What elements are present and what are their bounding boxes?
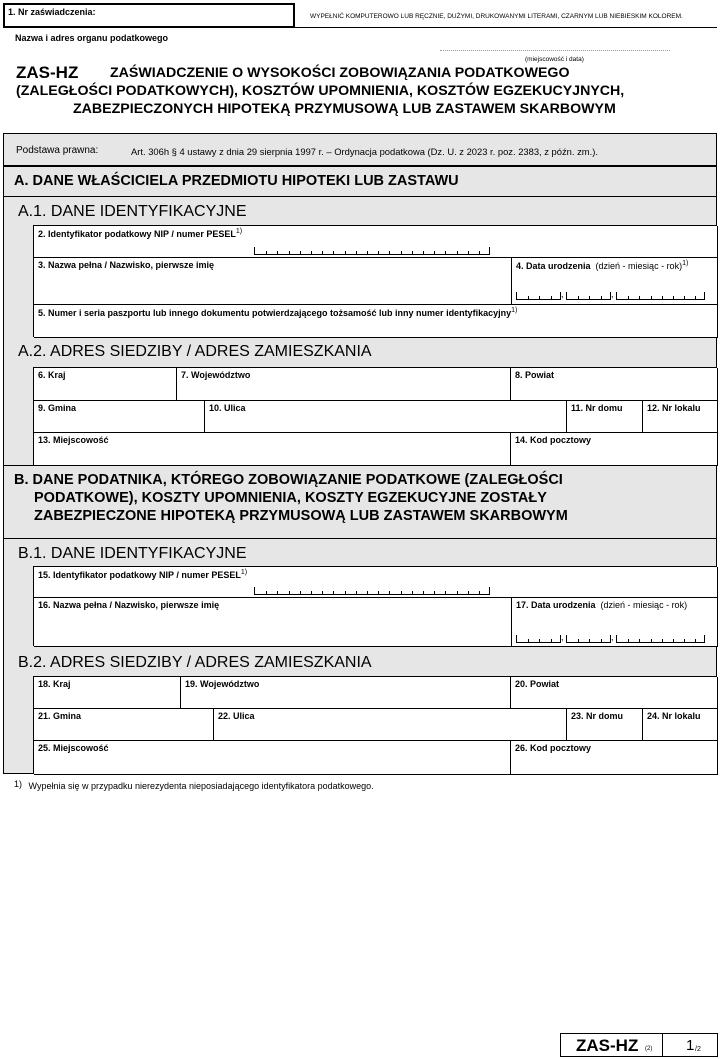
field-14-postal-code[interactable]: [511, 433, 718, 466]
b2-fields: [33, 676, 717, 774]
field-21-label: 21. Gmina: [38, 711, 82, 721]
footer-form-code-box: [560, 1033, 663, 1057]
section-b-title-line3: ZABEZPIECZONE HIPOTEKĄ PRZYMUSOWĄ LUB ZASTAWEM SKARBOWYM: [34, 508, 568, 524]
footer-page-number: 1: [686, 1037, 695, 1054]
form-title-line3: ZABEZPIECZONYCH HIPOTEKĄ PRZYMUSOWĄ LUB ZASTAWEM SKARBOWYM: [73, 101, 616, 117]
field-14-label: 14. Kod pocztowy: [515, 435, 592, 445]
field-26-postal-code[interactable]: [511, 741, 718, 775]
b1-fields: [33, 566, 717, 646]
field-19-label: 19. Województwo: [185, 679, 260, 689]
field-2-nip-pesel[interactable]: 2. Identyfikator podatkowy NIP / numer PESEL$^{1)}$: [34, 226, 718, 258]
field-17-label: 17. Data urodzenia: [516, 600, 596, 610]
field-11-house-number[interactable]: [567, 401, 643, 433]
section-a-title: A. DANE WŁAŚCICIELA PRZEDMIOTU HIPOTEKI LUB ZASTAWU: [14, 173, 459, 189]
field-6-label: 6. Kraj: [38, 370, 66, 380]
nip-pesel-comb: [254, 247, 489, 255]
section-b2-title: B.2. ADRES SIEDZIBY / ADRES ZAMIESZKANIA: [18, 654, 372, 671]
field-8-district[interactable]: [511, 368, 718, 401]
section-a2-title: A.2. ADRES SIEDZIBY / ADRES ZAMIESZKANIA: [18, 343, 372, 360]
field-6-country[interactable]: [34, 368, 177, 401]
field-17-birth-date[interactable]: 17. Data urodzenia (dzień - miesiąc - rok) , ,: [512, 598, 718, 647]
form-title-line2: (ZALEGŁOŚCI PODATKOWYCH), KOSZTÓW UPOMNIENIA, KOSZTÓW EGZEKUCYJNYCH,: [16, 83, 625, 99]
footnote-text: Wypełnia się w przypadku nierezydenta nieposiadającego identyfikatora podatkowego.: [28, 781, 374, 791]
header-rule: [295, 27, 717, 28]
field-15-label: 15. Identyfikator podatkowy NIP / numer PESEL: [38, 570, 241, 580]
field-10-street[interactable]: [205, 401, 567, 433]
field-2-label: 2. Identyfikator podatkowy NIP / numer PESEL: [38, 229, 236, 239]
field-10-label: 10. Ulica: [209, 403, 246, 413]
section-b-title-line1: B. DANE PODATNIKA, KTÓREGO ZOBOWIĄZANIE PODATKOWE (ZALEGŁOŚCI: [14, 472, 563, 488]
field-13-label: 13. Miejscowość: [38, 435, 109, 445]
field-7-label: 7. Województwo: [181, 370, 251, 380]
cert-number-box[interactable]: [3, 3, 295, 28]
field-19-voivodeship[interactable]: [181, 677, 511, 709]
field-18-label: 18. Kraj: [38, 679, 71, 689]
field-21-commune[interactable]: [34, 709, 214, 741]
footer-page-box: [663, 1033, 718, 1057]
legal-basis-box: [3, 133, 717, 166]
field-12-label: 12. Nr lokalu: [647, 403, 701, 413]
field-24-label: 24. Nr lokalu: [647, 711, 701, 721]
footnote-marker: 1): [14, 779, 23, 789]
field-16-name[interactable]: [34, 598, 512, 647]
field-13-locality[interactable]: [34, 433, 511, 466]
place-date-dots: [440, 50, 670, 51]
field-26-label: 26. Kod pocztowy: [515, 743, 592, 753]
section-a-divider: [4, 196, 716, 197]
cert-number-label: 1. Nr zaświadczenia:: [8, 7, 96, 17]
field-20-label: 20. Powiat: [515, 679, 560, 689]
section-a1-title: A.1. DANE IDENTYFIKACYJNE: [18, 203, 247, 220]
place-date-label: (miejscowość i data): [525, 56, 584, 63]
legal-basis-text: Art. 306h § 4 ustawy z dnia 29 sierpnia 1997 r. – Ordynacja podatkowa (Dz. U. z 2023 r. poz. 2383, z późn. zm.).: [131, 146, 598, 157]
field-25-label: 25. Miejscowość: [38, 743, 109, 753]
field-9-label: 9. Gmina: [38, 403, 77, 413]
field-11-label: 11. Nr domu: [571, 403, 623, 413]
field-4-birth-date[interactable]: 4. Data urodzenia (dzień - miesiąc - rok)$^{1)}$ , ,: [512, 258, 718, 305]
field-24-apartment[interactable]: [643, 709, 718, 741]
section-b1-title: B.1. DANE IDENTYFIKACYJNE: [18, 545, 247, 562]
legal-basis-label: Podstawa prawna:: [16, 145, 99, 156]
footnote: [14, 781, 374, 791]
footer-page-total: /2: [695, 1046, 701, 1053]
field-23-label: 23. Nr domu: [571, 711, 624, 721]
field-20-district[interactable]: [511, 677, 718, 709]
form-code: ZAS-HZ: [16, 63, 79, 82]
section-b-title-line2: PODATKOWE), KOSZTY UPOMNIENIA, KOSZTY EGZEKUCYJNE ZOSTAŁY: [34, 490, 547, 506]
footer-form-version: (2): [645, 1046, 653, 1052]
field-22-label: 22. Ulica: [218, 711, 255, 721]
footer-form-code: ZAS-HZ: [576, 1036, 639, 1055]
birth-date-comb: , ,: [516, 292, 704, 300]
field-22-street[interactable]: [214, 709, 567, 741]
field-3-name[interactable]: [34, 258, 512, 305]
field-4-label: 4. Data urodzenia: [516, 261, 591, 271]
field-7-voivodeship[interactable]: [177, 368, 511, 401]
form-title-line1: ZAŚWIADCZENIE O WYSOKOŚCI ZOBOWIĄZANIA PODATKOWEGO: [110, 65, 570, 81]
field-8-label: 8. Powiat: [515, 370, 555, 380]
field-5-label: 5. Numer i seria paszportu lub innego dokumentu potwierdzającego tożsamość lub inny numer identyfikacyjny: [38, 308, 512, 318]
field-3-label: 3. Nazwa pełna / Nazwisko, pierwsze imię: [38, 260, 215, 270]
field-5-passport[interactable]: 5. Numer i seria paszportu lub innego dokumentu potwierdzającego tożsamość lub inny numer identyfikacyjny$^{1)}$: [34, 305, 718, 338]
fill-instruction: WYPEŁNIĆ KOMPUTEROWO LUB RĘCZNIE, DUŻYMI, DRUKOWANYMI LITERAMI, CZARNYM LUB NIEBIESKIM KOLOREM.: [310, 13, 683, 20]
a2-fields: [33, 367, 717, 465]
field-9-commune[interactable]: [34, 401, 205, 433]
field-23-house-number[interactable]: [567, 709, 643, 741]
b-nip-pesel-comb: [254, 587, 489, 595]
field-15-nip-pesel[interactable]: 15. Identyfikator podatkowy NIP / numer PESEL$^{1)}$: [34, 567, 718, 598]
field-12-apartment[interactable]: [643, 401, 718, 433]
field-18-country[interactable]: [34, 677, 181, 709]
a1-fields: [33, 225, 717, 337]
field-16-label: 16. Nazwa pełna / Nazwisko, pierwsze imię: [38, 600, 220, 610]
field-25-locality[interactable]: [34, 741, 511, 775]
section-b-divider: [4, 538, 716, 539]
tax-office-label: Nazwa i adres organu podatkowego: [15, 33, 169, 43]
b-birth-date-comb: , ,: [516, 635, 704, 643]
